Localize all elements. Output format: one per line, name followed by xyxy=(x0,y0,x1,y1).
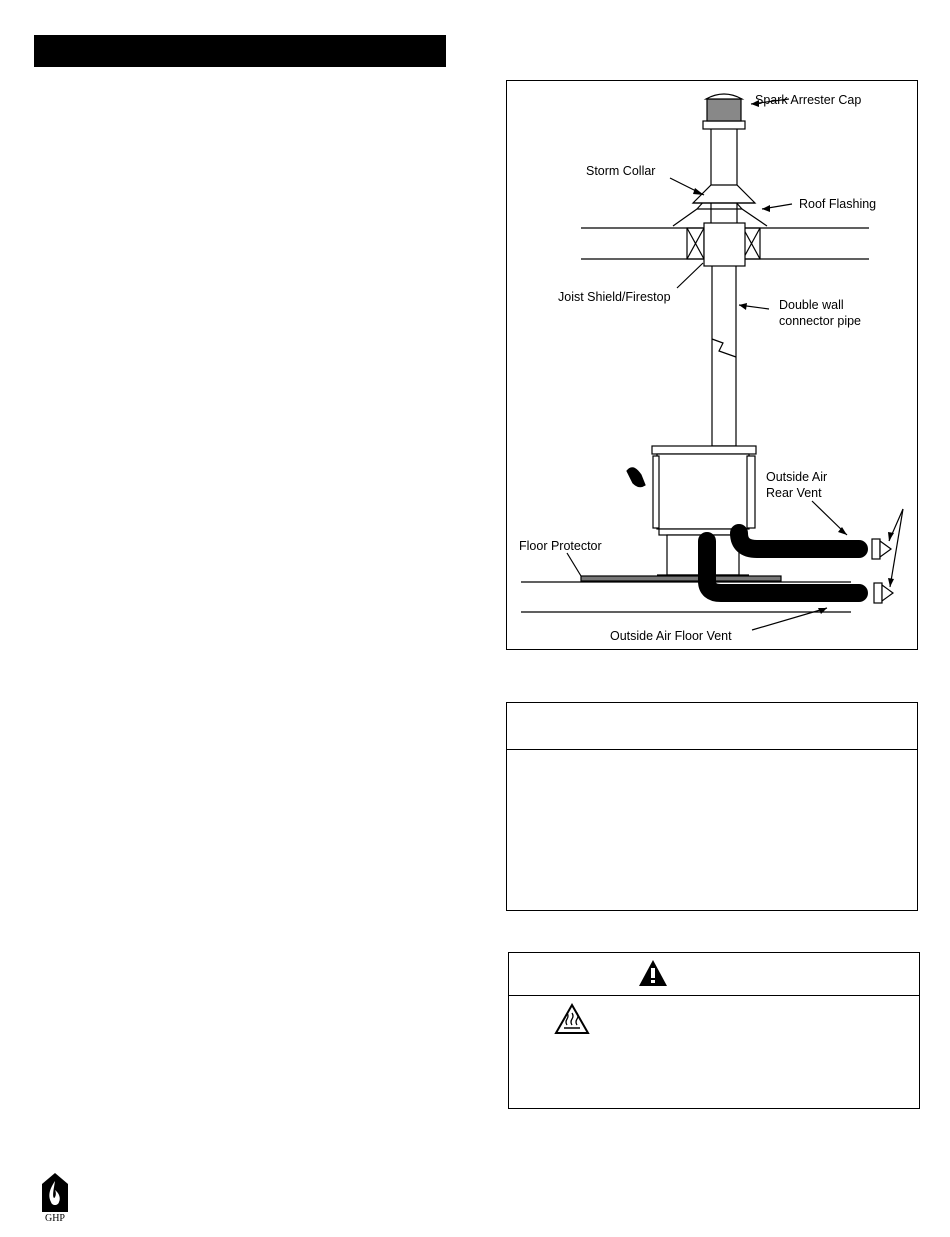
label-joist-shield: Joist Shield/Firestop xyxy=(558,290,671,304)
floor-protector xyxy=(581,576,781,581)
joist-shield xyxy=(704,223,745,266)
spark-arrester-screen xyxy=(707,99,741,121)
note-box-divider xyxy=(507,749,917,750)
outside-air-rear-duct xyxy=(739,533,859,549)
label-outside-air-floor: Outside Air Floor Vent xyxy=(610,629,732,643)
label-roof-flashing: Roof Flashing xyxy=(799,197,877,211)
label-outside-air-rear-2: Rear Vent xyxy=(766,486,822,500)
label-double-wall-1: Double wall xyxy=(779,298,844,312)
warning-box-divider xyxy=(509,995,919,996)
stove xyxy=(627,446,756,575)
label-outside-air-rear-1: Outside Air xyxy=(766,470,828,484)
note-box xyxy=(506,702,918,911)
hot-surface-icon xyxy=(554,1003,590,1035)
section-header-bar xyxy=(34,35,446,67)
label-spark-arrester-cap: Spark Arrester Cap xyxy=(755,93,862,107)
floor-vent-cap xyxy=(874,583,882,603)
logo-text: GHP xyxy=(44,1213,66,1222)
installation-diagram-svg xyxy=(507,81,918,650)
installation-diagram xyxy=(506,80,918,650)
label-storm-collar: Storm Collar xyxy=(586,164,656,178)
rear-vent-cap xyxy=(872,539,880,559)
warning-triangle-icon xyxy=(638,959,668,987)
ghp-logo xyxy=(40,1172,70,1222)
label-double-wall-2: connector pipe xyxy=(779,314,862,328)
label-floor-protector: Floor Protector xyxy=(519,539,602,553)
cap-base xyxy=(703,121,745,129)
warning-box xyxy=(508,952,920,1109)
